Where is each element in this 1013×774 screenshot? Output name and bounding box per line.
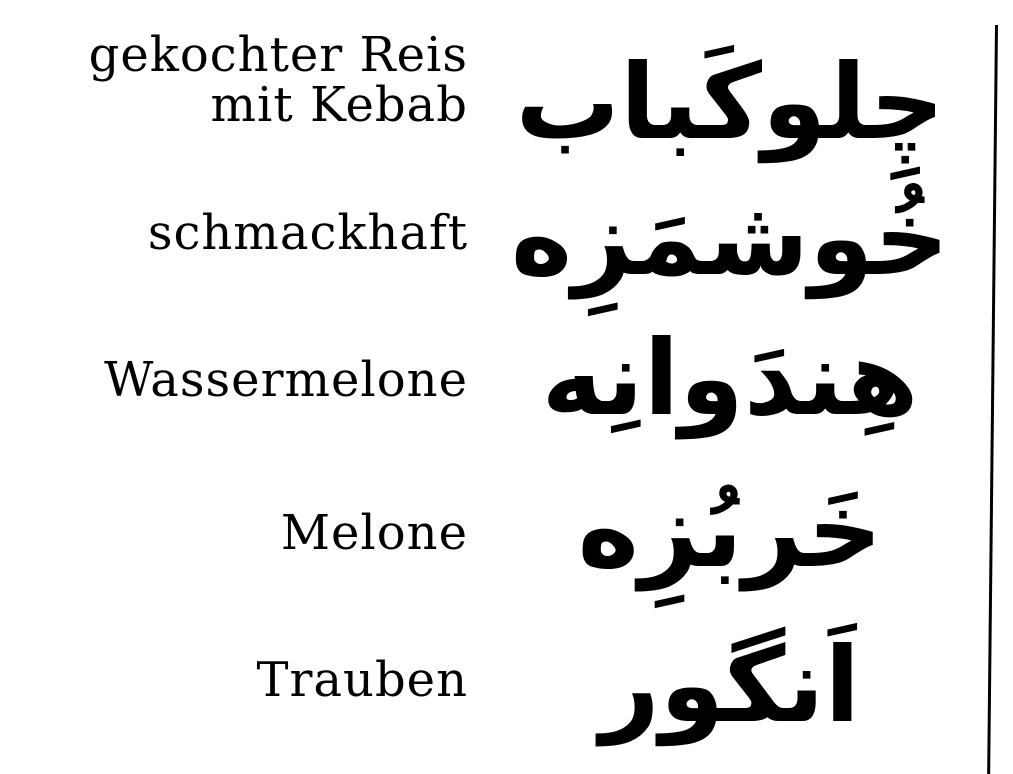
persian-hendevaneh: هِندَوانِه xyxy=(541,317,919,439)
persian-kharbozeh: خَربُزِه xyxy=(577,469,883,591)
german-line: mit Kebab xyxy=(210,77,468,133)
german-schmackhaft xyxy=(147,205,468,261)
german-line: Trauben xyxy=(256,652,468,708)
persian-khoshmazeh: خُوشمَزِه xyxy=(510,177,950,299)
persian-chelokabab: چِلوکَباب xyxy=(515,41,945,163)
german-gekochter-reis-mit-kebab xyxy=(88,27,468,133)
german-line: schmackhaft xyxy=(147,205,468,261)
german-line: Wassermelone xyxy=(104,352,468,408)
german-melone xyxy=(280,505,468,561)
german-wassermelone xyxy=(104,352,468,408)
persian-angur: اَنگور xyxy=(599,624,861,746)
german-line: Melone xyxy=(280,505,468,561)
german-line: gekochter Reis xyxy=(88,27,468,83)
german-trauben xyxy=(256,652,468,708)
vertical-rule xyxy=(987,25,998,774)
